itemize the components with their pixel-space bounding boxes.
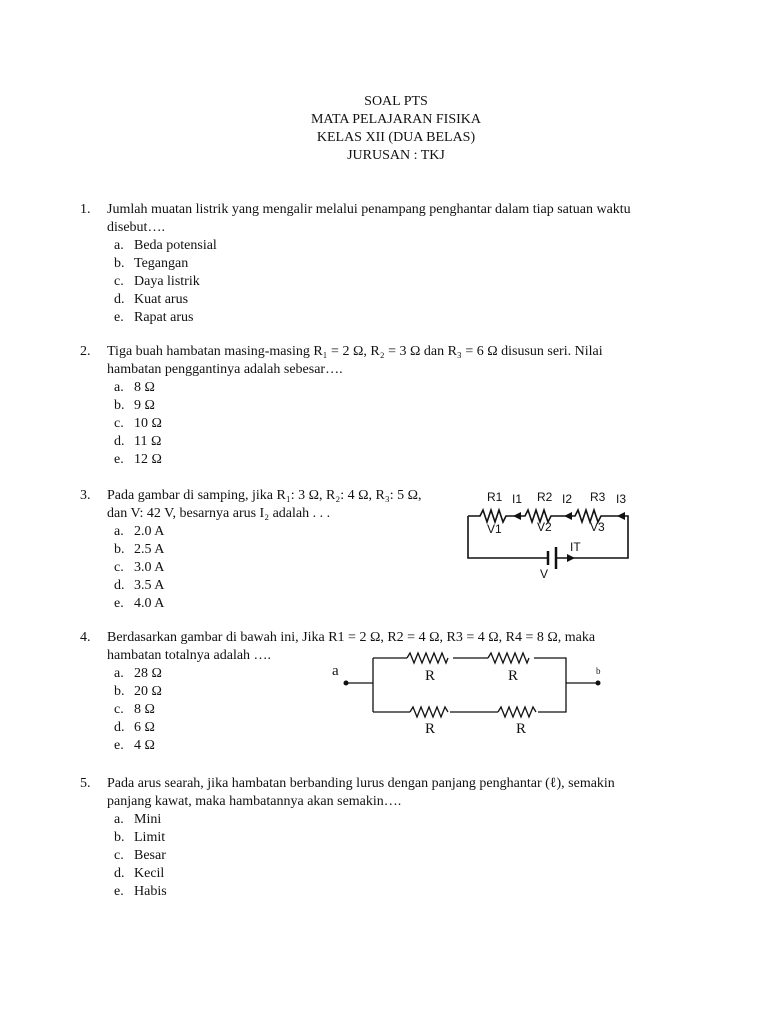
v1-label: V1 (487, 522, 502, 536)
r3-label: R3 (590, 490, 606, 504)
question-text: hambatan penggantinya adalah sebesar…. (107, 362, 343, 377)
option-letter: b. (114, 256, 125, 271)
option-letter: c. (114, 416, 124, 431)
series-circuit-diagram (460, 485, 640, 580)
parallel-circuit-diagram (320, 645, 620, 740)
option-text: Mini (134, 812, 162, 827)
answer-option[interactable] (114, 737, 155, 755)
question-text: Berdasarkan gambar di bawah ini, Jika R1 = 2 Ω, R2 = 4 Ω, R3 = 4 Ω, R4 = 8 Ω, maka (107, 630, 596, 645)
option-text: 10 Ω (134, 416, 162, 431)
answer-option[interactable] (114, 701, 155, 719)
question-text: Tiga buah hambatan masing-masing R₁ = 2 Ω, R₂ = 3 Ω dan R₃ = 6 Ω disusun seri. Nilai (107, 344, 603, 359)
option-text: 4 Ω (134, 738, 155, 753)
resistor-label: R (508, 668, 519, 684)
option-letter: d. (114, 578, 125, 593)
option-letter: a. (114, 666, 124, 681)
option-letter: c. (114, 560, 124, 575)
option-letter: a. (114, 524, 124, 539)
node-b-label: b (596, 666, 601, 676)
header-line: KELAS XII (DUA BELAS) (316, 130, 476, 145)
question-text: Pada gambar di samping, jika R₁: 3 Ω, R₂: 4 Ω, R₃: 5 Ω, (107, 488, 422, 503)
question-number: 4. (80, 630, 91, 645)
option-letter: e. (114, 596, 124, 611)
option-text: 6 Ω (134, 720, 155, 735)
answer-option[interactable] (114, 255, 188, 273)
option-text: 4.0 A (134, 596, 165, 611)
option-letter: b. (114, 830, 125, 845)
option-text: Habis (134, 884, 167, 899)
answer-option[interactable] (114, 811, 161, 829)
question-text: hambatan totalnya adalah …. (107, 648, 272, 663)
option-letter: a. (114, 380, 124, 395)
option-text: Kecil (134, 866, 165, 881)
question-text: panjang kawat, maka hambatannya akan semakin…. (107, 794, 402, 809)
answer-option[interactable] (114, 665, 162, 683)
option-letter: a. (114, 812, 124, 827)
answer-option[interactable] (114, 595, 164, 613)
option-letter: c. (114, 702, 124, 717)
option-letter: d. (114, 720, 125, 735)
option-letter: e. (114, 738, 124, 753)
answer-option[interactable] (114, 683, 162, 701)
resistor-label: R (516, 721, 527, 737)
answer-option[interactable] (114, 309, 193, 327)
answer-option[interactable] (114, 397, 155, 415)
option-letter: b. (114, 398, 125, 413)
answer-option[interactable] (114, 883, 167, 901)
question-text: Jumlah muatan listrik yang mengalir melalui penampang penghantar dalam tiap satuan waktu (107, 202, 631, 217)
answer-option[interactable] (114, 523, 164, 541)
answer-option[interactable] (114, 451, 162, 469)
option-text: Daya listrik (134, 274, 200, 289)
answer-option[interactable] (114, 291, 188, 309)
option-text: 11 Ω (134, 434, 162, 449)
option-letter: d. (114, 866, 125, 881)
header-line: MATA PELAJARAN FISIKA (310, 112, 481, 127)
option-text: 20 Ω (134, 684, 162, 699)
header-line: SOAL PTS (364, 94, 428, 109)
option-letter: c. (114, 274, 124, 289)
option-letter: d. (114, 434, 125, 449)
document-header (0, 93, 768, 165)
v2-label: V2 (537, 520, 552, 534)
r1-label: R1 (487, 490, 503, 504)
option-letter: d. (114, 292, 125, 307)
resistor-label: R (425, 668, 436, 684)
option-letter: e. (114, 452, 124, 467)
option-letter: b. (114, 684, 125, 699)
answer-option[interactable] (114, 273, 200, 291)
question-number: 3. (80, 488, 91, 503)
question-number: 2. (80, 344, 91, 359)
v3-label: V3 (590, 520, 605, 534)
answer-option[interactable] (114, 865, 164, 883)
answer-option[interactable] (114, 541, 164, 559)
i3-label: I3 (616, 492, 627, 506)
option-text: 3.0 A (134, 560, 165, 575)
question-number: 5. (80, 776, 91, 791)
option-text: 28 Ω (134, 666, 162, 681)
option-letter: c. (114, 848, 124, 863)
option-text: Limit (134, 830, 166, 845)
answer-option[interactable] (114, 577, 164, 595)
answer-option[interactable] (114, 433, 161, 451)
answer-option[interactable] (114, 719, 155, 737)
v-label: V (540, 567, 549, 580)
answer-option[interactable] (114, 847, 166, 865)
answer-option[interactable] (114, 415, 162, 433)
i1-label: I1 (512, 492, 523, 506)
option-text: Besar (134, 848, 166, 863)
it-label: IT (570, 540, 581, 554)
resistor-label: R (425, 721, 436, 737)
option-text: Rapat arus (134, 310, 194, 325)
question-text: dan V: 42 V, besarnya arus I₂ adalah . . . (107, 506, 331, 521)
option-text: Tegangan (134, 256, 189, 271)
question-number: 1. (80, 202, 91, 217)
answer-option[interactable] (114, 379, 155, 397)
option-text: 12 Ω (134, 452, 162, 467)
answer-option[interactable] (114, 559, 164, 577)
option-text: 2.0 A (134, 524, 165, 539)
option-text: 8 Ω (134, 702, 155, 717)
option-text: Beda potensial (134, 238, 217, 253)
question-text: disebut…. (107, 220, 165, 235)
option-text: 9 Ω (134, 398, 155, 413)
option-letter: b. (114, 542, 125, 557)
r2-label: R2 (537, 490, 553, 504)
option-text: 3.5 A (134, 578, 165, 593)
i2-label: I2 (562, 492, 573, 506)
option-letter: a. (114, 238, 124, 253)
question-text: Pada arus searah, jika hambatan berbanding lurus dengan panjang penghantar (ℓ), semakin (107, 776, 615, 791)
node-a-label: a (332, 663, 339, 679)
option-text: Kuat arus (134, 292, 189, 307)
option-letter: e. (114, 884, 124, 899)
answer-option[interactable] (114, 829, 165, 847)
answer-option[interactable] (114, 237, 217, 255)
header-line: JURUSAN : TKJ (347, 148, 445, 163)
option-text: 2.5 A (134, 542, 165, 557)
option-text: 8 Ω (134, 380, 155, 395)
option-letter: e. (114, 310, 124, 325)
